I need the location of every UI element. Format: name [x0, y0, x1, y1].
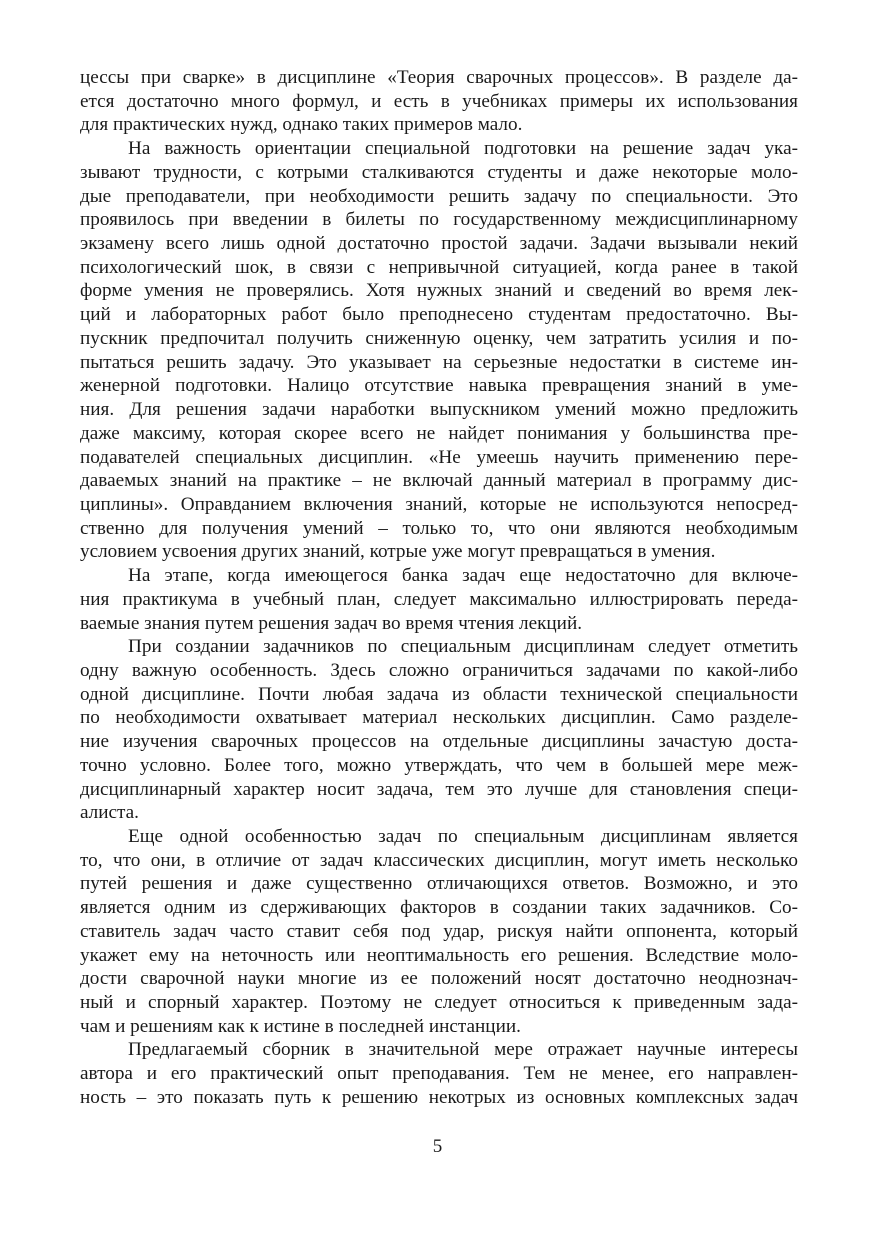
text-line: дисциплинарный характер носит задача, тем это лучше для становления специ- — [80, 778, 798, 800]
text-line: пускник предпочитал получить сниженную оценку, чем затратить усилия и по- — [80, 327, 798, 349]
text-line: ставитель задач часто ставит себя под удар, рискуя найти оппонента, который — [80, 920, 798, 942]
text-line: по необходимости охватывает материал нескольких дисциплин. Само разделе- — [80, 707, 798, 729]
paragraph — [80, 564, 798, 635]
text-line: Еще одной особенностью задач по специальным дисциплинам является — [128, 826, 798, 847]
text-line: зывают трудности, с котрыми сталкиваются студенты и даже некоторые моло- — [80, 161, 798, 183]
page-number: 5 — [432, 1136, 443, 1157]
text-line: то, что они, в отличие от задач классических дисциплин, могут иметь несколько — [80, 849, 798, 871]
text-line: ный и спорный характер. Поэтому не следует относиться к приведенным зада- — [80, 992, 798, 1014]
paragraph — [80, 1038, 798, 1109]
text-line: На важность ориентации специальной подготовки на решение задач ука- — [128, 138, 798, 160]
text-line: экзамену всего лишь одной достаточно простой задачи. Задачи вызывали некий — [80, 233, 798, 255]
text-line: пытаться решить задачу. Это указывает на серьезные недостатки в системе ин- — [80, 351, 798, 373]
text-line: ваемые знания путем решения задач во время чтения лекций. — [80, 612, 583, 634]
text-line: ций и лабораторных работ было преподнесено студентам предостаточно. Вы- — [80, 304, 798, 326]
text-line: подавателей специальных дисциплин. «Не умеешь научить применению пере- — [80, 446, 798, 468]
text-line: ность – это показать путь к решению некотрых из основных комплексных задач — [80, 1086, 798, 1108]
text-line: ственно для получения умений – только то, что они являются необходимым — [80, 517, 798, 539]
text-line: ние изучения сварочных процессов на отдельные дисциплины зачастую доста- — [80, 731, 798, 753]
paragraph — [80, 825, 798, 1038]
text-line: дые преподаватели, при необходимости решить задачу по специальности. Это — [80, 185, 798, 207]
text-line: дости сварочной науки многие из ее положений носят достаточно неоднознач- — [80, 968, 798, 990]
text-line: Предлагаемый сборник в значительной мере отражает научные интересы — [128, 1039, 798, 1061]
text-line: ния. Для решения задачи наработки выпускником умений можно предложить — [80, 399, 798, 421]
text-line: циплины». Оправданием включения знаний, которые не используются непосред- — [80, 493, 798, 515]
text-line: укажет ему на неточность или неоптимальность его решения. Вследствие моло- — [80, 944, 798, 966]
text-line: чам и решениям как к истине в последней инстанции. — [80, 1015, 521, 1037]
paragraph — [80, 635, 798, 825]
document-body — [80, 66, 798, 1110]
text-line: для практических нужд, однако таких примеров мало. — [80, 114, 523, 136]
text-line: психологический шок, в связи с непривычной ситуацией, когда ранее в такой — [80, 256, 798, 278]
text-line: автора и его практический опыт преподавания. Тем не менее, его направлен- — [80, 1063, 798, 1085]
text-line: даваемых знаний на практике – не включай данный материал в программу дис- — [80, 470, 798, 492]
text-line: алиста. — [80, 802, 139, 824]
text-line: даже максиму, которая скорее всего не найдет понимания у большинства пре- — [80, 422, 798, 444]
paragraph — [80, 66, 798, 137]
text-line: является одним из сдерживающих факторов в создании таких задачников. Со- — [80, 897, 798, 919]
text-line: ния практикума в учебный план, следует максимально иллюстрировать переда- — [80, 588, 798, 610]
text-line: цессы при сварке» в дисциплине «Теория сварочных процессов». В разделе да- — [80, 67, 798, 88]
text-line: ется достаточно много формул, и есть в учебниках примеры их использования — [80, 90, 798, 112]
text-line: условием усвоения других знаний, котрые уже могут превращаться в умения. — [80, 541, 716, 563]
text-line: путей решения и даже существенно отличающихся ответов. Возможно, и это — [80, 873, 798, 895]
text-line: На этапе, когда имеющегося банка задач еще недостаточно для включе- — [128, 565, 798, 587]
text-line: форме умения не проверялись. Хотя нужных знаний и сведений во время лек- — [80, 280, 798, 302]
text-line: При создании задачников по специальным дисциплинам следует отметить — [128, 636, 798, 658]
text-line: одной дисциплине. Почти любая задача из области технической специальности — [80, 683, 798, 705]
text-line: проявилось при введении в билеты по государственному междисциплинарному — [80, 209, 798, 231]
text-line: одну важную особенность. Здесь сложно ограничиться задачами по какой-либо — [80, 659, 798, 681]
paragraph — [80, 137, 798, 564]
text-line: точно условно. Более того, можно утверждать, что чем в большей мере меж- — [80, 754, 798, 776]
text-line: женерной подготовки. Налицо отсутствие навыка превращения знаний в уме- — [80, 375, 798, 397]
